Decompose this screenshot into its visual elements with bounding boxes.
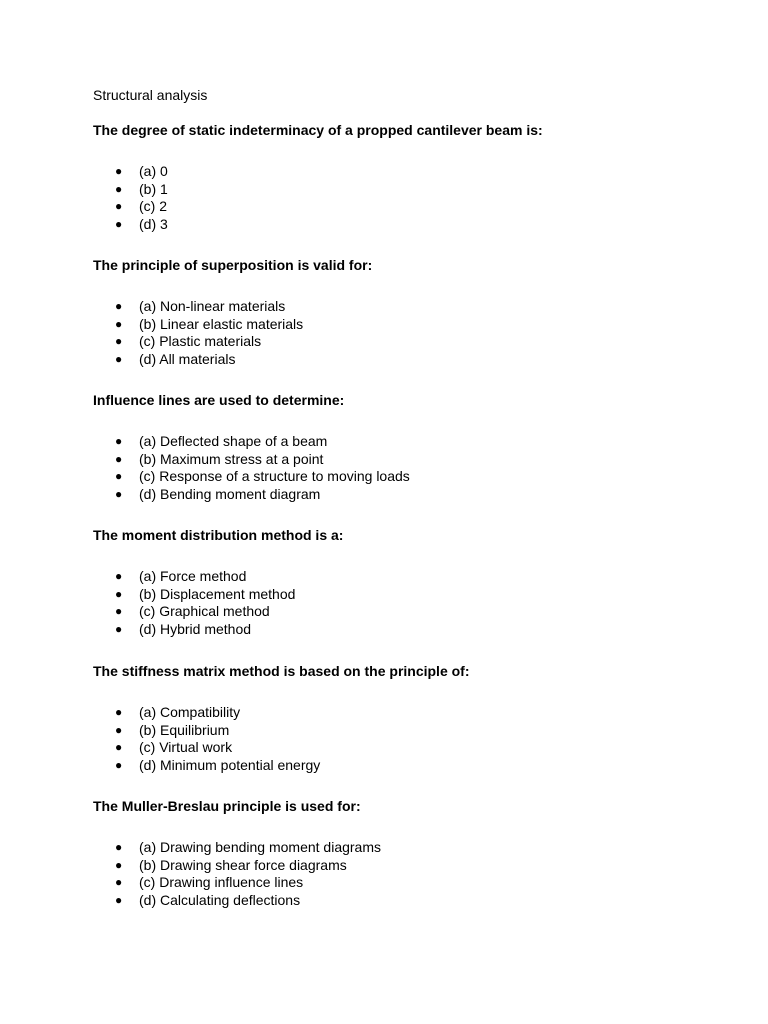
bullet-icon: ● [115, 857, 123, 872]
bullet-icon: ● [115, 217, 123, 232]
bullet-icon: ● [115, 299, 123, 313]
option-text: (d) All materials [139, 351, 236, 368]
option-text: (b) 1 [139, 180, 168, 197]
bullet-icon: ● [115, 840, 123, 854]
question-text: The principle of superposition is valid for: [93, 257, 373, 273]
option-text: (d) Bending moment diagram [139, 486, 321, 503]
option-text: (d) Minimum potential energy [139, 757, 321, 774]
question-2 [93, 257, 713, 368]
question-6 [93, 798, 713, 909]
option-text: (d) Hybrid method [139, 621, 252, 638]
bullet-icon: ● [115, 199, 123, 214]
option-text: (a) Force method [139, 568, 247, 584]
bullet-icon: ● [115, 352, 123, 367]
option-text: (d) 3 [139, 216, 168, 233]
option-text: (a) Drawing bending moment diagrams [139, 839, 381, 855]
bullet-icon: ● [115, 469, 123, 484]
option-text: (a) Deflected shape of a beam [139, 433, 328, 449]
bullet-icon: ● [115, 451, 123, 466]
option-text: (a) Compatibility [139, 704, 241, 720]
bullet-icon: ● [115, 758, 123, 773]
question-4 [93, 527, 713, 638]
option-text: (d) Calculating deflections [139, 892, 301, 909]
bullet-icon: ● [115, 164, 123, 178]
question-1 [93, 122, 713, 233]
bullet-icon: ● [115, 181, 123, 196]
question-text: Influence lines are used to determine: [93, 392, 345, 408]
bullet-icon: ● [115, 316, 123, 331]
option-text: (a) Non-linear materials [139, 298, 286, 314]
option-text: (b) Maximum stress at a point [139, 450, 324, 467]
option-text: (c) Graphical method [139, 603, 270, 620]
bullet-icon: ● [115, 434, 123, 448]
option-text: (b) Drawing shear force diagrams [139, 856, 347, 873]
option-text: (b) Displacement method [139, 585, 296, 602]
option-text: (c) Plastic materials [139, 333, 262, 350]
question-text: The stiffness matrix method is based on the principle of: [93, 663, 470, 679]
bullet-icon: ● [115, 334, 123, 349]
option-text: (b) Linear elastic materials [139, 315, 304, 332]
option-text: (c) 2 [139, 198, 167, 215]
bullet-icon: ● [115, 722, 123, 737]
document-title: Structural analysis [93, 87, 208, 103]
bullet-icon: ● [115, 740, 123, 755]
bullet-icon: ● [115, 604, 123, 619]
option-text: (b) Equilibrium [139, 721, 230, 738]
bullet-icon: ● [115, 487, 123, 502]
option-text: (c) Drawing influence lines [139, 874, 304, 891]
question-text: The degree of static indeterminacy of a propped cantilever beam is: [93, 122, 543, 138]
bullet-icon: ● [115, 569, 123, 583]
question-text: The moment distribution method is a: [93, 527, 344, 543]
option-text: (a) 0 [139, 163, 168, 179]
question-3 [93, 392, 713, 503]
question-5 [93, 663, 713, 774]
bullet-icon: ● [115, 875, 123, 890]
option-text: (c) Virtual work [139, 739, 233, 756]
bullet-icon: ● [115, 893, 123, 908]
option-text: (c) Response of a structure to moving loads [139, 468, 410, 485]
bullet-icon: ● [115, 586, 123, 601]
bullet-icon: ● [115, 622, 123, 637]
bullet-icon: ● [115, 705, 123, 719]
question-text: The Muller-Breslau principle is used for: [93, 798, 361, 814]
